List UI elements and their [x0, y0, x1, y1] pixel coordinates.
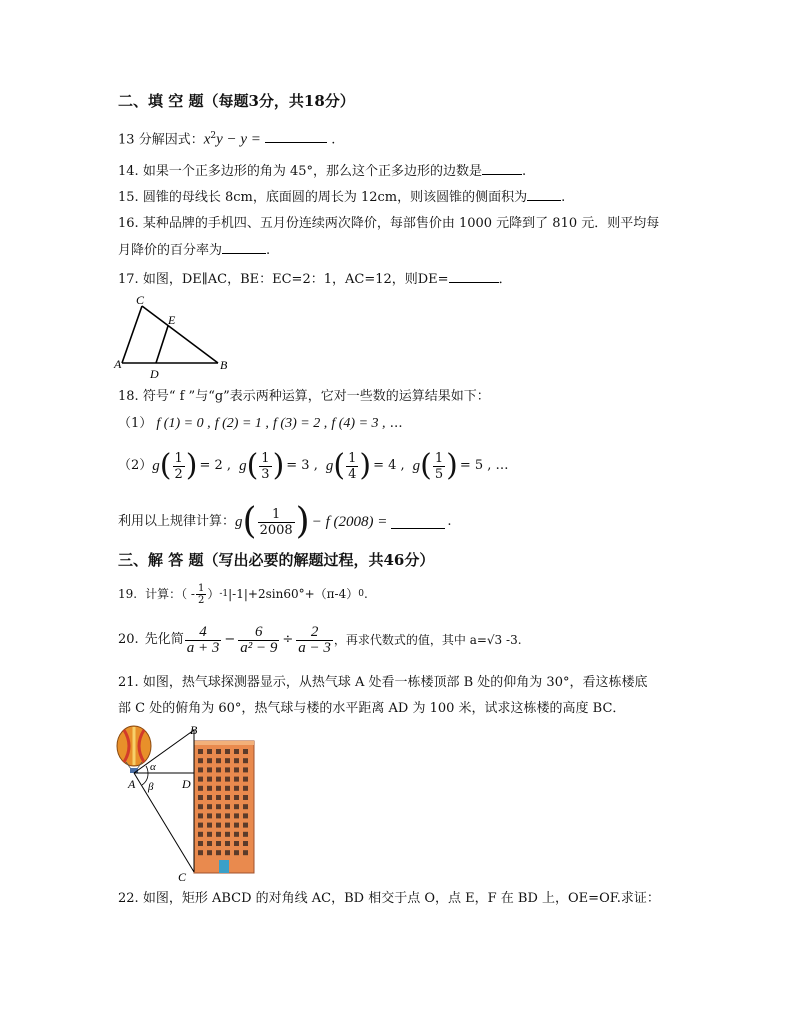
building-window — [234, 804, 239, 809]
building-window — [234, 749, 239, 754]
q16-answer-blank[interactable] — [222, 241, 266, 254]
building-window — [207, 777, 212, 782]
question-14 — [118, 162, 526, 181]
numerator: 2 — [296, 625, 333, 641]
building-window — [243, 841, 248, 846]
question-19 — [118, 580, 368, 608]
q18-number: 18. — [118, 389, 139, 404]
building-window — [243, 795, 248, 800]
q19-number: 19. — [118, 587, 138, 601]
fraction — [173, 451, 185, 482]
q16-number: 16. — [118, 216, 139, 231]
denominator: a² − 9 — [240, 639, 278, 656]
building-window — [216, 777, 221, 782]
q18-text: 符号“ f ”与“g”表示两种运算，它对一些数的运算结果如下： — [142, 389, 490, 404]
g-symbol: g — [325, 458, 334, 474]
question-16-line1 — [118, 215, 659, 233]
building-window — [243, 777, 248, 782]
building-window — [243, 786, 248, 791]
q13-expr-x: x — [203, 131, 211, 148]
question-15 — [118, 188, 565, 207]
q13-text: 分解因式： — [138, 132, 204, 148]
q13-number: 13 — [118, 132, 135, 148]
q19-rest2: |-1|+2sin60°+（π-4） — [228, 587, 359, 601]
building-window — [198, 813, 203, 818]
q18-row1-num: （1） — [118, 416, 153, 431]
building-window — [216, 823, 221, 828]
q18-row1-item: f (3) = 2 , — [273, 416, 328, 431]
building-window — [216, 786, 221, 791]
q21-balloon-building-figure — [112, 724, 262, 884]
fraction — [433, 451, 445, 482]
q19-sup1: -1 — [219, 589, 229, 599]
building-window — [198, 823, 203, 828]
q15-end: . — [561, 190, 566, 205]
q13-expr-rest: y − y = — [216, 131, 261, 148]
fraction — [185, 625, 222, 656]
q17-triangle-figure — [112, 292, 242, 382]
building-window — [243, 850, 248, 855]
label-e: E — [168, 313, 176, 327]
q16-line2: 月降价的百分率为 — [118, 243, 223, 258]
numerator: 1 — [348, 450, 357, 466]
numerator: 1 — [261, 450, 270, 466]
building-window — [225, 804, 230, 809]
fraction — [346, 451, 358, 482]
g-symbol: g — [239, 458, 247, 474]
q15-answer-blank[interactable] — [527, 188, 561, 201]
q18-row1-item: f (4) = 3 , — [331, 416, 386, 431]
building-window — [216, 795, 221, 800]
question-20 — [118, 620, 522, 660]
fraction — [258, 507, 295, 538]
label-d: D — [182, 777, 191, 791]
numerator: 1 — [258, 507, 295, 523]
building-window — [198, 804, 203, 809]
section-heading-solve: 三、解 答 题（写出必要的解题过程，共46分） — [118, 551, 435, 569]
building-window — [234, 758, 239, 763]
building-window — [216, 749, 221, 754]
building-window — [234, 786, 239, 791]
numerator: 1 — [434, 450, 444, 466]
question-13 — [118, 127, 335, 149]
label-b: B — [220, 358, 228, 372]
q14-answer-blank[interactable] — [482, 162, 522, 175]
building-window — [216, 850, 221, 855]
label-a: A — [128, 777, 136, 791]
building-window — [207, 749, 212, 754]
label-b: B — [190, 724, 198, 737]
q18-row2 — [118, 446, 509, 486]
q14-text: 如果一个正多边形的角为 45°，那么这个正多边形的边数是 — [142, 164, 483, 179]
building-window — [207, 804, 212, 809]
denominator: 5 — [434, 466, 444, 482]
building-window — [225, 786, 230, 791]
q15-number: 15. — [118, 190, 139, 205]
building-window — [243, 804, 248, 809]
line-de — [156, 326, 168, 363]
building-window — [207, 841, 212, 846]
building-window — [234, 777, 239, 782]
q16-line1: 某种品牌的手机四、五月份连续两次降价，每部售价由 1000 元降到了 810 元．则平均每 — [142, 216, 660, 231]
q18-row1 — [118, 415, 403, 433]
building-window — [225, 832, 230, 837]
denominator: 2 — [197, 594, 205, 606]
q17-number: 17. — [118, 272, 139, 287]
question-16-line2 — [118, 241, 270, 260]
fraction — [238, 625, 279, 656]
building-window — [234, 767, 239, 772]
q18-row1-item: f (2) = 1 , — [214, 416, 269, 431]
fraction — [196, 583, 206, 606]
q18-row2-num: （2） — [118, 458, 153, 473]
building-window — [216, 832, 221, 837]
building-window — [207, 813, 212, 818]
q17-end: ． — [498, 272, 512, 287]
q18-row2-item: g ( $\frac{1}{2}$ ) = 2 , — [152, 448, 232, 483]
question-21-line1 — [118, 674, 647, 692]
building-window — [234, 813, 239, 818]
q17-text: 如图，DE∥AC，BE：EC=2：1，AC=12，则DE= — [142, 272, 449, 287]
q21-line2: 部 C 处的俯角为 60°，热气球与楼的水平距离 AD 为 100 米，试求这栋楼的高度 BC． — [118, 701, 626, 716]
question-21-line2 — [118, 700, 625, 718]
building-window — [198, 767, 203, 772]
g-symbol: g — [235, 514, 243, 530]
q13-answer-blank[interactable] — [265, 130, 327, 143]
label-a: A — [114, 357, 122, 371]
q21-line1: 如图，热气球探测器显示，从热气球 A 处看一栋楼顶部 B 处的仰角为 30°，看这栋楼底 — [142, 675, 648, 690]
result: = 4 , — [373, 458, 405, 473]
q18-row2-item: g ( $\frac{1}{4}$ ) = 4 , — [325, 448, 405, 483]
building-window — [207, 758, 212, 763]
building-window — [216, 804, 221, 809]
building-window — [198, 786, 203, 791]
label-d: D — [150, 367, 159, 381]
building-window — [198, 758, 203, 763]
q19-rest: ） — [207, 587, 220, 601]
label-c: C — [136, 293, 145, 307]
building-window — [234, 841, 239, 846]
denominator: 2 — [174, 466, 183, 482]
building-window — [207, 786, 212, 791]
denominator: 4 — [348, 466, 357, 482]
q13-end: . — [331, 132, 336, 148]
minus-sign: − — [224, 632, 236, 647]
q22-text: 如图，矩形 ABCD 的对角线 AC，BD 相交于点 O，点 E，F 在 BD 上，OE=OF.求证： — [142, 891, 660, 906]
building-window — [225, 813, 230, 818]
denominator: 3 — [261, 466, 270, 482]
building-window — [216, 758, 221, 763]
building-window — [198, 795, 203, 800]
denominator: 2008 — [259, 522, 293, 538]
building-window — [234, 832, 239, 837]
q20-rest: ，再求代数式的值，其中 a=√3 -3. — [333, 633, 522, 647]
building-window — [225, 823, 230, 828]
label-beta: β — [148, 781, 154, 793]
building-window — [243, 832, 248, 837]
q18-end: . — [447, 514, 452, 529]
building-window — [243, 767, 248, 772]
q18-calc: 利用以上规律计算： g ( $\frac{1}{2008}$ ) − f (2008) = . — [118, 501, 452, 542]
building-window — [225, 777, 230, 782]
building-window — [234, 823, 239, 828]
q20-number: 20. — [118, 632, 139, 647]
building-window — [243, 813, 248, 818]
building-window — [234, 795, 239, 800]
numerator: 1 — [174, 450, 183, 466]
question-18 — [118, 388, 490, 406]
building-window — [225, 795, 230, 800]
building-window — [234, 850, 239, 855]
building-window — [207, 823, 212, 828]
result: = 3 , — [286, 458, 318, 473]
building-window — [225, 767, 230, 772]
building-window — [198, 777, 203, 782]
divide-sign: ÷ — [282, 632, 294, 647]
fraction — [259, 451, 271, 482]
q22-number: 22. — [118, 891, 139, 906]
building-icon — [194, 741, 254, 873]
q18-row2-item: g ( $\frac{1}{3}$ ) = 3 , — [239, 448, 318, 483]
building-window — [225, 749, 230, 754]
q18-answer-blank[interactable] — [391, 516, 445, 529]
building-window — [243, 758, 248, 763]
line-cb — [142, 306, 218, 363]
line-ac — [122, 306, 142, 363]
q18-row2-item: g ( $\frac{1}{5}$ ) = 5 , … — [412, 448, 509, 483]
g-symbol: g — [412, 458, 421, 474]
fraction — [296, 625, 333, 656]
building-window — [225, 841, 230, 846]
q19-end: . — [363, 587, 368, 601]
building-window — [207, 795, 212, 800]
numerator: 4 — [185, 625, 222, 641]
q19-text: 计算：（ - — [145, 587, 195, 601]
building-window — [198, 749, 203, 754]
building-window — [207, 850, 212, 855]
label-alpha: α — [150, 761, 156, 773]
building-window — [243, 823, 248, 828]
numerator: 1 — [197, 582, 205, 594]
q18-row1-item: f (1) = 0 , — [156, 416, 211, 431]
q21-number: 21. — [118, 675, 139, 690]
building-window — [216, 841, 221, 846]
angle-alpha-arc — [146, 766, 148, 773]
section-heading-fill: 二、填 空 题（每题3分，共18分） — [118, 92, 355, 110]
q15-text: 圆锥的母线长 8cm，底面圆的周长为 12cm，则该圆锥的侧面积为 — [142, 190, 528, 205]
q18-row1-ellipsis: … — [389, 416, 403, 431]
building-window — [225, 758, 230, 763]
hot-air-balloon-icon — [117, 726, 151, 773]
building-window — [216, 767, 221, 772]
q14-end: . — [522, 164, 527, 179]
label-c: C — [178, 870, 187, 884]
q13-expr-exp: 2 — [210, 131, 217, 141]
q20-text: 先化简 — [144, 632, 184, 647]
q14-number: 14. — [118, 164, 139, 179]
g-symbol: g — [152, 458, 160, 474]
denominator: a + 3 — [186, 639, 220, 656]
q19-sup2: 0 — [358, 589, 364, 599]
result: = 5 , … — [459, 458, 509, 473]
question-22 — [118, 890, 660, 908]
building-window — [198, 832, 203, 837]
building-window — [207, 832, 212, 837]
building-window — [243, 749, 248, 754]
q18-calc-text: 利用以上规律计算： — [118, 514, 236, 529]
building-window — [207, 767, 212, 772]
q18-calc-rest: − f (2008) = — [311, 514, 388, 530]
building-window — [198, 850, 203, 855]
q17-answer-blank[interactable] — [449, 270, 499, 283]
building-window — [225, 850, 230, 855]
result: = 2 , — [199, 458, 232, 473]
building-window — [198, 841, 203, 846]
q16-end: . — [266, 243, 271, 258]
denominator: a − 3 — [298, 639, 331, 656]
question-17 — [118, 270, 512, 289]
building-window — [216, 813, 221, 818]
numerator: 6 — [238, 625, 279, 641]
